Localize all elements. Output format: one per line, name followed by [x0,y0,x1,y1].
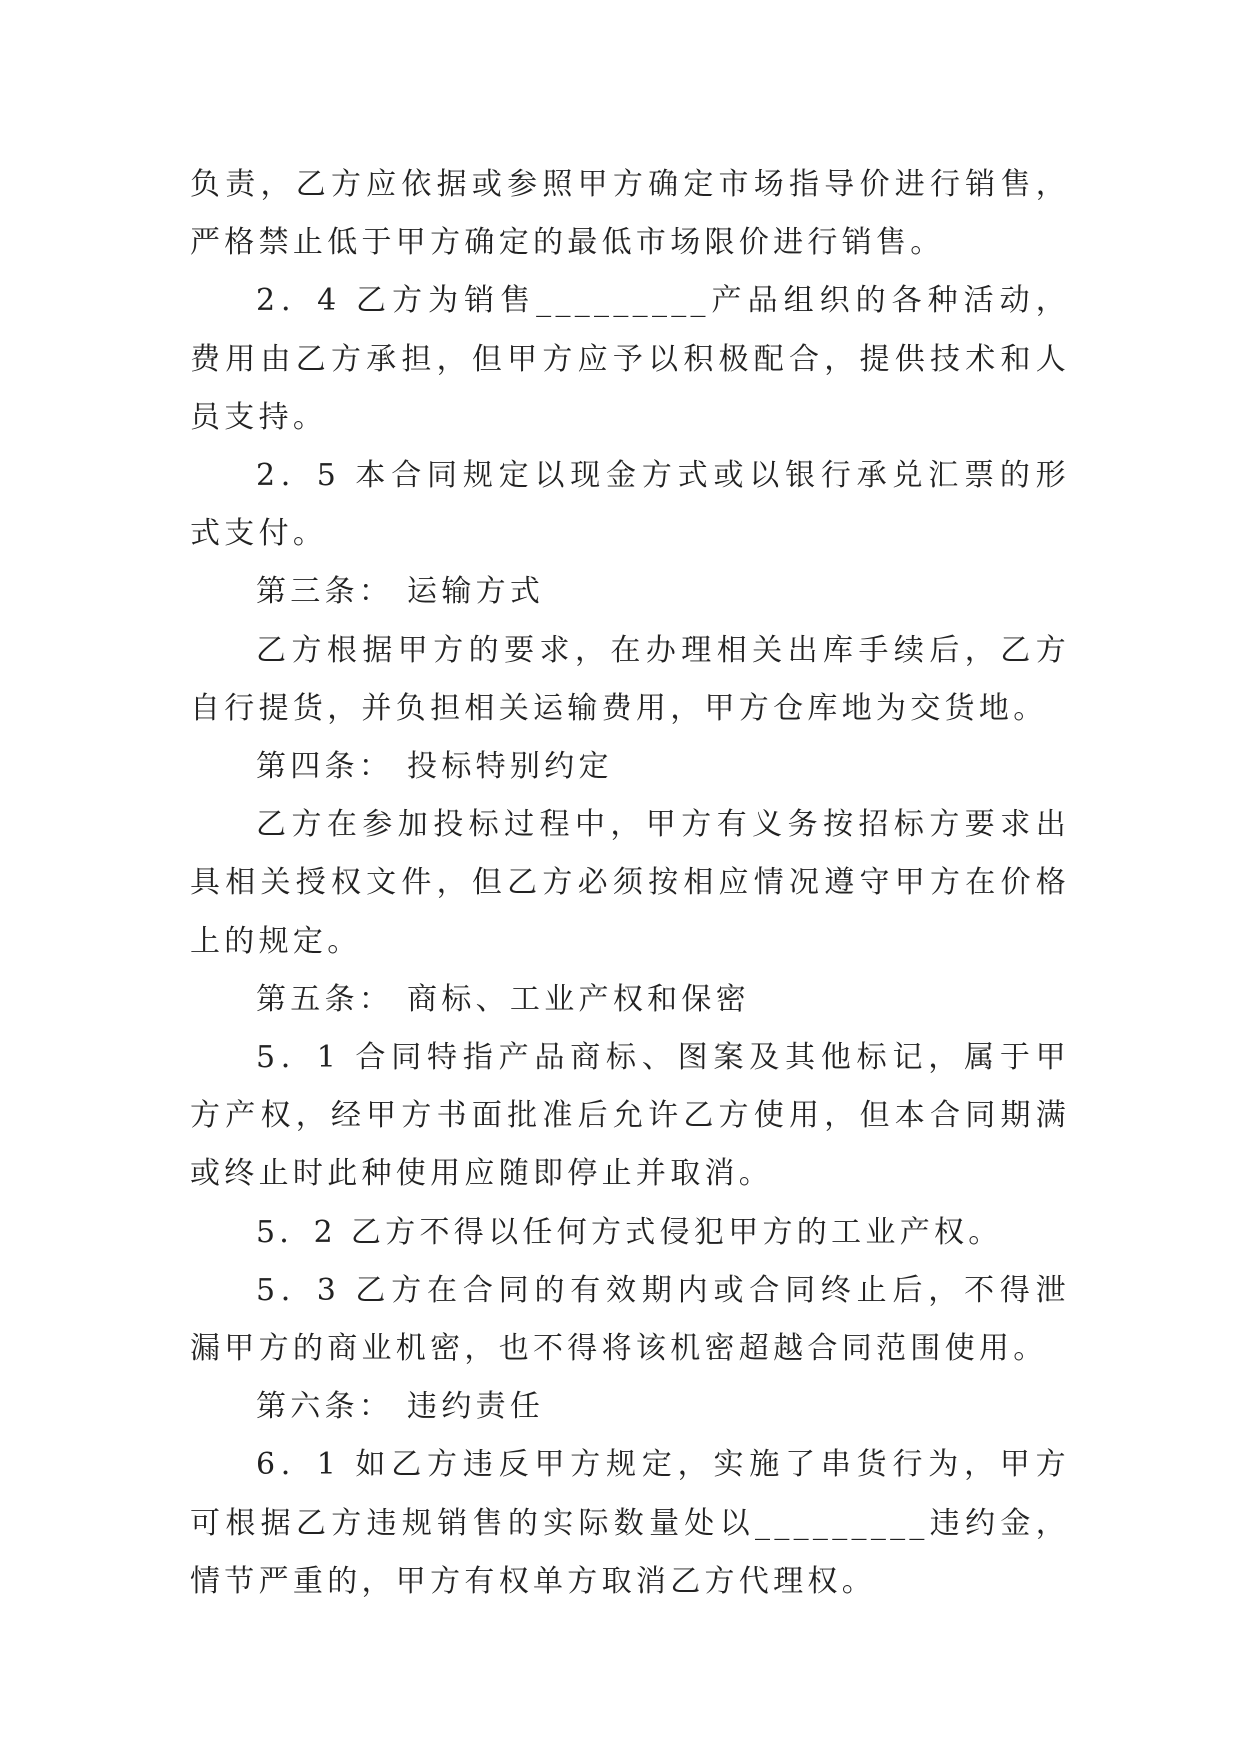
clause-5-3: 5．3 乙方在合同的有效期内或合同终止后，不得泄漏甲方的商业机密，也不得将该机密超越合同范围使用。 [190,1272,1070,1367]
article-5-heading: 第五条： 商标、工业产权和保密 [256,981,751,1017]
article-4-body: 乙方在参加投标过程中，甲方有义务按招标方要求出具相关授权文件，但乙方必须按相应情况遵守甲方在价格上的规定。 [190,807,1070,959]
clause-2-5: 2．5 本合同规定以现金方式或以银行承兑汇票的形式支付。 [190,458,1070,552]
paragraph-sales-price-continuation: 负责，乙方应依据或参照甲方确定市场指导价进行销售，严格禁止低于甲方确定的最低市场限价进行销售。 [190,167,1070,261]
clause-5-1: 5．1 合同特指产品商标、图案及其他标记，属于甲方产权，经甲方书面批准后允许乙方使用，但本合同期满或终止时此种使用应随即停止并取消。 [190,1040,1070,1192]
article-4-heading: 第四条： 投标特别约定 [256,749,613,785]
clause-2-4: 2．4 乙方为销售_________产品组织的各种活动，费用由乙方承担，但甲方应予以积极配合，提供技术和人员支持。 [190,283,1070,435]
clause-6-1: 6．1 如乙方违反甲方规定，实施了串货行为，甲方可根据乙方违规销售的实际数量处以_________违约金，情节严重的，甲方有权单方取消乙方代理权。 [190,1447,1070,1599]
article-6-heading: 第六条： 违约责任 [256,1389,545,1425]
document-body [190,156,1070,1611]
article-3-body: 乙方根据甲方的要求，在办理相关出库手续后，乙方自行提货，并负担相关运输费用，甲方仓库地为交货地。 [190,632,1070,726]
clause-5-2: 5．2 乙方不得以任何方式侵犯甲方的工业产权。 [256,1214,1003,1250]
article-3-heading: 第三条： 运输方式 [256,574,545,610]
